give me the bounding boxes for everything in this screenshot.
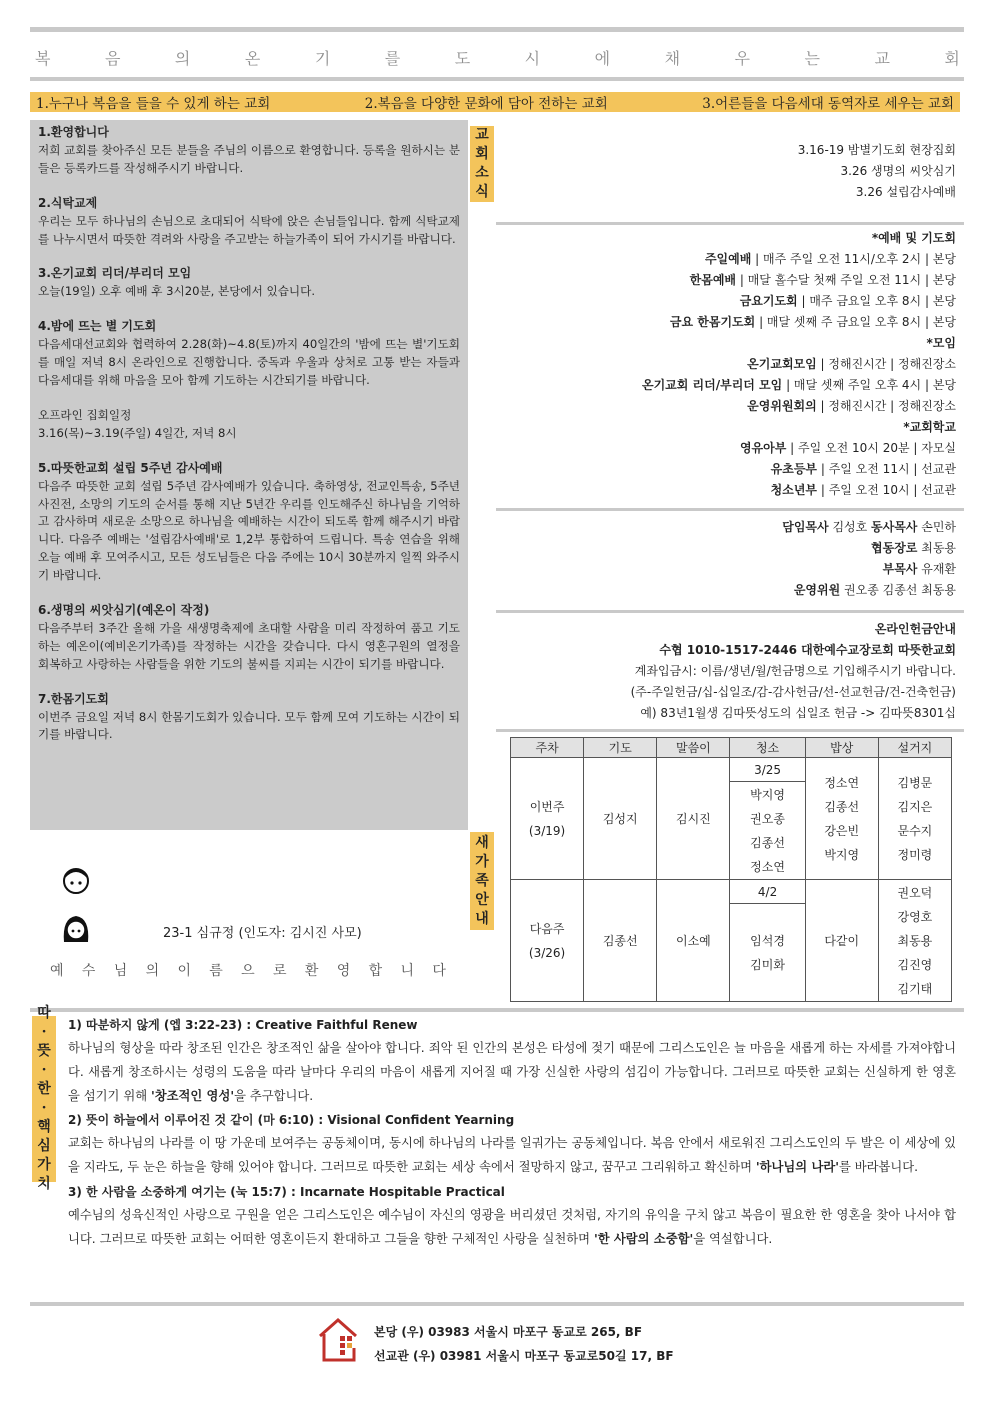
schedule-row xyxy=(500,312,956,333)
schedule-row xyxy=(500,375,956,396)
staff-names: 최동용 xyxy=(917,541,956,555)
motto-char: 회 xyxy=(944,49,960,68)
announcement-item xyxy=(38,265,460,301)
schedule-detail: | 주일 오전 11시 | 선교관 xyxy=(817,462,956,476)
core-value-body xyxy=(68,1204,956,1252)
week2-prayer: 김종선 xyxy=(584,880,657,1002)
week2-clean: 임석경 김미화 xyxy=(730,904,805,1002)
staff-row xyxy=(500,559,956,580)
week1-label: 이번주 (3/19) xyxy=(511,758,584,880)
tab-char: 식 xyxy=(475,184,489,200)
announcement-body: 다음세대선교회와 협력하여 2.28(화)~4.8(토)까지 40일간의 '밤에 뜨는 별'기도회를 매일 저녁 8시 온라인으로 진행합니다. 중독과 우울과 상처로 고통 받는 자들과 다음세대를 위해 마음을 모아 함께 기도하는 시간되기를 바랍니다. xyxy=(38,337,460,387)
news-list xyxy=(500,140,956,203)
address-mission: 선교관 (우) 03981 서울시 마포구 동교로50길 17, BF xyxy=(374,1349,674,1363)
col-clean: 청소 xyxy=(730,738,805,758)
boy-avatar xyxy=(62,866,90,900)
schedule-detail: | 주일 오전 10시 | 선교관 xyxy=(817,483,956,497)
motto-char: 음 xyxy=(104,49,121,68)
week2-meal: 다같이 xyxy=(805,880,878,1002)
tab-char: 심 xyxy=(37,1138,51,1154)
vision-1: 1.누구나 복음을 들을 수 있게 하는 교회 xyxy=(36,96,271,112)
motto-char: 의 xyxy=(174,49,191,68)
vision-2: 2.복음을 다양한 문화에 담아 전하는 교회 xyxy=(364,96,608,112)
welcome-char: 님 xyxy=(113,963,128,979)
schedule-row xyxy=(500,291,956,312)
week1-prayer: 김성지 xyxy=(584,758,657,880)
offering-info xyxy=(500,619,956,724)
week2-dish: 권오덕 강영호 최동용 김진영 김기태 xyxy=(878,880,951,1002)
offering-line-2: (주-주일헌금/십-십일조/감-감사헌금/선-선교헌금/건-건축헌금) xyxy=(630,685,956,699)
tab-char: 가 xyxy=(37,1157,51,1173)
schedule-detail: | 매주 주일 오전 11시/오후 2시 | 본당 xyxy=(751,252,956,266)
tab-char: 족 xyxy=(475,872,489,889)
schedule-detail: | 정해진시간 | 정해진장소 xyxy=(816,357,956,371)
schedule-name: *교회학교 xyxy=(903,420,956,434)
announcement-title: 3.온기교회 리더/부리더 모임 xyxy=(38,266,192,281)
motto-char: 복 xyxy=(35,49,51,68)
welcome-char: 의 xyxy=(145,963,160,979)
tab-char: 한 xyxy=(37,1081,51,1097)
announcement-title: 4.밤에 뜨는 별 기도회 xyxy=(38,319,157,334)
schedule-detail: | 매달 홀수달 첫째 주일 오전 11시 | 본당 xyxy=(736,273,956,287)
announcement-body: 저희 교회를 찾아주신 모든 분들을 주님의 이름으로 환영합니다. 등록을 원하시는 분들은 등록카드를 작성해주시기 바랍니다. xyxy=(38,142,460,175)
tab-char: 내 xyxy=(475,910,489,927)
core-value-body xyxy=(68,1037,956,1108)
schedule-name: 유초등부 xyxy=(770,462,818,476)
week1-word: 김시진 xyxy=(657,758,730,880)
announcement-title: 7.한몸기도회 xyxy=(38,691,109,706)
core-value-text: 를 바라봅니다. xyxy=(839,1160,919,1175)
schedule-row xyxy=(500,270,956,291)
announcement-body: 다음주 따뜻한 교회 설립 5주년 감사예배가 있습니다. 축하영상, 전교인특송, 5주년사진전, 소망의 기도의 순서를 통해 지난 5년간 우리를 인도해주신 하나님을 기억하고 감사하며 새로운 소망으로 하나님을 예배하는 시간이 되도록 함께 해주시기 바랍니다. 다음주 예배는 '설립감사예배'로 1,2부 통합하여 드립니다. 특송 연습을 위해 오늘 예배 후 모여주시고, 모든 성도님들은 다음 주에는 10시 30분까지 일찍 와주시기 바랍니다. xyxy=(38,478,460,583)
vision-3: 3.어른들을 다음세대 동역자로 세우는 교회 xyxy=(702,96,954,112)
news-tab xyxy=(470,126,494,202)
staff-role: 운영위원 xyxy=(793,583,841,597)
staff-names: 권오종 김종선 최동용 xyxy=(840,583,956,597)
core-value-title: 1) 따분하지 않게 (엡 3:22-23) : Creative Faithful Renew xyxy=(68,1018,418,1032)
duty-table xyxy=(510,737,952,1002)
schedule-list xyxy=(500,228,956,501)
motto-char: 에 xyxy=(594,49,611,68)
core-top-rule xyxy=(30,1008,964,1012)
schedule-name: 금요기도회 xyxy=(739,294,798,308)
announcement-title: 2.식탁교제 xyxy=(38,195,98,210)
schedule-row xyxy=(500,333,956,354)
motto-char: 채 xyxy=(664,49,681,68)
welcome-char: 다 xyxy=(432,963,446,979)
week2-label: 다음주 (3/26) xyxy=(511,880,584,1002)
schedule-name: 온기교회모임 xyxy=(747,357,817,371)
sep-2 xyxy=(496,508,964,511)
core-values-tab xyxy=(32,1005,56,1192)
col-prayer: 기도 xyxy=(584,738,657,758)
col-word: 말씀이 xyxy=(657,738,730,758)
week2-word: 이소예 xyxy=(657,880,730,1002)
schedule-row xyxy=(500,228,956,249)
schedule-detail: | 주일 오전 10시 20분 | 자모실 xyxy=(786,441,956,455)
tab-char: 소 xyxy=(475,165,489,181)
motto-char: 우 xyxy=(734,49,750,68)
announcement-item xyxy=(38,407,460,443)
motto-char: 온 xyxy=(244,49,261,68)
announcement-title: 1.환영합니다 xyxy=(38,125,109,139)
schedule-row xyxy=(500,438,956,459)
sep-4 xyxy=(496,729,964,732)
schedule-row xyxy=(500,459,956,480)
staff-role: 동사목사 xyxy=(871,520,918,534)
announcement-body: 우리는 모두 하나님의 손님으로 초대되어 식탁에 앉은 손님들입니다. 함께 식탁교제를 나누시면서 따뜻한 격려와 사랑을 주고받는 하늘가족이 되어 가시기를 바랍니다. xyxy=(38,213,460,246)
welcome-char: 이 xyxy=(177,963,191,979)
week1-dish: 김병문 김지은 문수지 정미령 xyxy=(878,758,951,880)
staff-names: 유재환 xyxy=(917,562,956,576)
motto-char: 는 xyxy=(804,49,820,68)
core-value-body xyxy=(68,1132,956,1180)
announcement-item xyxy=(38,318,460,390)
schedule-row xyxy=(500,480,956,501)
church-logo-icon xyxy=(318,1316,358,1366)
schedule-row xyxy=(500,417,956,438)
schedule-detail: | 매달 셋째 주일 오후 4시 | 본당 xyxy=(782,378,956,392)
schedule-name: 한몸예배 xyxy=(689,273,737,287)
welcome-char: 니 xyxy=(400,963,414,979)
core-value-emphasis: '하나님의 나라' xyxy=(755,1160,839,1175)
core-value-text: 교회는 하나님의 나라를 이 땅 가운데 보여주는 공동체이며, 동시에 하나님의 나라를 일궈가는 공동체입니다. 복음 안에서 새로워진 그리스도인의 두 발은 이 세상에 있을 지라도, 두 눈은 하늘을 향해 있어야 합니다. 그러므로 따뜻한 교회는 세상 속에서 절망하지 않고, 꿈꾸고 그리워하고 확신하며 xyxy=(68,1136,956,1175)
staff-row xyxy=(500,580,956,601)
schedule-name: 청소년부 xyxy=(770,483,818,497)
col-week: 주차 xyxy=(511,738,584,758)
newcomer-tab xyxy=(470,832,494,930)
news-item: 3.16-19 밤별기도회 현장집회 xyxy=(797,143,956,157)
announcement-body: 오늘(19일) 오후 예배 후 3시20분, 본당에서 있습니다. xyxy=(38,284,316,299)
week1-clean-date: 3/25 xyxy=(730,758,805,782)
motto-char: 교 xyxy=(874,49,890,68)
staff-names: 손민하 xyxy=(917,520,956,534)
motto-char: 를 xyxy=(384,49,401,68)
staff-names: 김성호 xyxy=(828,520,872,534)
announcement-title: 5.따뜻한교회 설립 5주년 감사예배 xyxy=(38,460,223,475)
welcome-char: 수 xyxy=(81,963,96,979)
offering-title: 온라인헌금안내 xyxy=(874,622,956,636)
welcome-char: 합 xyxy=(368,963,383,979)
announcement-title: 6.생명의 씨앗심기(예온이 작정) xyxy=(38,603,210,618)
welcome-char: 영 xyxy=(336,963,351,979)
tab-char: · xyxy=(41,1062,47,1078)
schedule-row xyxy=(500,396,956,417)
announcement-item xyxy=(38,195,460,249)
tab-char: 치 xyxy=(37,1176,51,1192)
motto xyxy=(35,46,960,72)
motto-rule xyxy=(30,77,964,81)
sep-3 xyxy=(496,610,964,613)
offering-account: 수협 1010-1517-2446 대한예수교장로회 따뜻한교회 xyxy=(659,643,956,657)
announcement-item xyxy=(38,691,460,745)
motto-char: 도 xyxy=(454,49,471,68)
sep-1 xyxy=(496,222,964,225)
vision-banner xyxy=(30,92,960,112)
week2-clean-date: 4/2 xyxy=(730,880,805,904)
announcement-body: 다음주부터 3주간 올해 가을 새생명축제에 초대할 사람을 미리 작정하여 품고 기도하는 예온이(예비온기가족)를 작정하는 시간을 갖습니다. 다시 영혼구원의 열정을 회복하고 사랑하는 사람들을 위한 기도의 불씨를 지피는 시간이 되기를 바랍니다. xyxy=(38,620,460,671)
tab-char: 회 xyxy=(475,146,489,162)
core-value-emphasis: '한 사람의 소중함' xyxy=(593,1231,694,1246)
welcome-line xyxy=(50,960,446,980)
staff-row xyxy=(500,517,956,538)
core-value-emphasis: '창조적인 영성' xyxy=(151,1088,235,1103)
announcement-item xyxy=(38,602,460,674)
schedule-name: *모임 xyxy=(926,336,956,350)
news-item: 3.26 설립감사예배 xyxy=(855,185,956,199)
tab-char: 교 xyxy=(475,127,489,143)
schedule-name: 온기교회 리더/부리더 모임 xyxy=(641,378,783,392)
schedule-name: *예배 및 기도회 xyxy=(871,231,956,245)
welcome-char: 환 xyxy=(304,963,319,979)
schedule-detail: | 매주 금요일 오후 8시 | 본당 xyxy=(797,294,956,308)
girl-avatar xyxy=(60,912,92,950)
tab-char: 새 xyxy=(475,834,489,851)
newcomer-line: 23-1 심규정 (인도자: 김시진 사모) xyxy=(163,926,362,941)
tab-char: 안 xyxy=(475,891,489,908)
tab-char: 가 xyxy=(475,853,489,870)
announcement-item xyxy=(38,460,460,585)
welcome-char: 예 xyxy=(50,963,64,979)
tab-char: · xyxy=(41,1100,47,1116)
top-rule xyxy=(30,27,964,32)
motto-char: 기 xyxy=(314,49,331,68)
col-dish: 설거지 xyxy=(878,738,951,758)
tab-char: 핵 xyxy=(37,1119,51,1135)
col-meal: 밥상 xyxy=(805,738,878,758)
news-item: 3.26 생명의 씨앗심기 xyxy=(840,164,956,178)
schedule-row xyxy=(500,249,956,270)
staff-list xyxy=(500,517,956,601)
core-value-title: 3) 한 사람을 소중하게 여기는 (눅 15:7) : Incarnate Hospitable Practical xyxy=(68,1184,505,1199)
announcement-body: 오프라인 집회일정 3.16(목)~3.19(주일) 4일간, 저녁 8시 xyxy=(38,407,237,440)
schedule-name: 운영위원회의 xyxy=(747,399,817,413)
schedule-row xyxy=(500,354,956,375)
tab-char: 뜻 xyxy=(37,1043,51,1059)
core-value-text: 예수님의 성육신적인 사랑으로 구원을 얻은 그리스도인은 예수님이 자신의 영광을 버리셨던 것처럼, 자기의 유익을 구치 않고 복음이 필요한 한 영혼을 찾아 나서야 합니다. 그러므로 따뜻한 교회는 어떠한 영혼이든지 환대하고 그들을 향한 구체적인 사랑을 실천하며 xyxy=(68,1207,956,1246)
core-value-text: 을 역설합니다. xyxy=(693,1231,773,1246)
announcement-item xyxy=(38,124,460,178)
welcome-char: 으 xyxy=(241,963,255,979)
core-values xyxy=(68,1013,956,1252)
announcement-body: 이번주 금요일 저녁 8시 한몸기도회가 있습니다. 모두 함께 모여 기도하는 시간이 되기를 바랍니다. xyxy=(38,709,460,742)
motto-char: 시 xyxy=(524,49,541,68)
schedule-name: 영유아부 xyxy=(739,441,787,455)
core-value-title: 2) 뜻이 하늘에서 이루어진 것 같이 (마 6:10) : Visional Confident Yearning xyxy=(68,1113,515,1128)
welcome-char: 름 xyxy=(209,963,223,979)
schedule-detail: | 정해진시간 | 정해진장소 xyxy=(816,399,956,413)
welcome-char: 로 xyxy=(273,963,287,979)
tab-char: 따 xyxy=(37,1005,51,1021)
staff-row xyxy=(500,538,956,559)
tab-char: · xyxy=(41,1024,47,1040)
core-value-text: 하나님의 형상을 따라 창조된 인간은 창조적인 삶을 살아야 합니다. 죄악 된 인간의 본성은 타성에 젖기 때문에 그리스도인은 늘 마음을 새롭게 하는 자세를 가져야합니다. 새롭게 창조하시는 성령의 도움을 따라 날마다 우리의 마음이 새롭게 지어질 때 가장 신실한 사랑의 섬김이 가능합니다. 그러므로 따뜻한 교회는 신실하게 한 영혼을 섬기기 위해 xyxy=(68,1041,956,1103)
week1-clean: 박지영 권오종 김종선 정소연 xyxy=(730,782,805,880)
footer-address xyxy=(374,1320,674,1368)
core-bottom-rule xyxy=(30,1302,964,1306)
announcements-panel xyxy=(30,120,468,830)
offering-line-3: 예) 83년1월생 김따뜻성도의 십일조 헌금 -> 김따뜻8301십 xyxy=(640,706,956,720)
staff-role: 협동장로 xyxy=(871,541,918,555)
offering-line-1: 계좌입금시: 이름/생년/월/헌금명으로 기입해주시기 바랍니다. xyxy=(634,664,956,678)
week1-meal: 정소연 김종선 강은빈 박지영 xyxy=(805,758,878,880)
schedule-detail: | 매달 셋째 주 금요일 오후 8시 | 본당 xyxy=(755,315,956,329)
schedule-name: 금요 한몸기도회 xyxy=(669,315,756,329)
address-main: 본당 (우) 03983 서울시 마포구 동교로 265, BF xyxy=(374,1325,643,1339)
schedule-name: 주일예배 xyxy=(704,252,752,266)
staff-role: 부목사 xyxy=(882,562,918,576)
core-value-text: 을 추구합니다. xyxy=(234,1088,314,1103)
staff-role: 담임목사 xyxy=(782,520,829,534)
